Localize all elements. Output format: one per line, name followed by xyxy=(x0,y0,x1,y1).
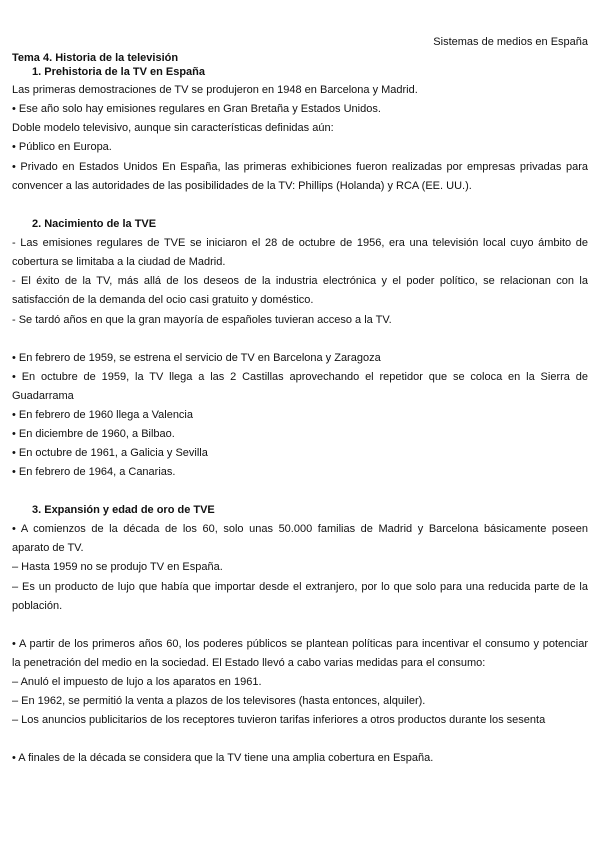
section-heading: 1. Prehistoria de la TV en España xyxy=(32,66,206,78)
paragraph-line: – Hasta 1959 no se produjo TV en España. xyxy=(12,561,223,573)
list-item: • En diciembre de 1960, a Bilbao. xyxy=(12,428,175,440)
paragraph-line: - El éxito de la TV, más allá de los deseos de la industria electrónica y el poder político, se relacionan con la xyxy=(12,275,588,287)
list-item: Guadarrama xyxy=(12,390,74,402)
list-item: • En febrero de 1960 llega a Valencia xyxy=(12,409,193,421)
paragraph-line: aparato de TV. xyxy=(12,542,84,554)
paragraph-line: • A finales de la década se considera que la TV tiene una amplia cobertura en España. xyxy=(12,752,434,764)
paragraph-line: • Público en Europa. xyxy=(12,141,112,153)
list-item: • En febrero de 1964, a Canarias. xyxy=(12,466,176,478)
paragraph-line: - Las emisiones regulares de TVE se iniciaron el 28 de octubre de 1956, era una televisión local cuyo ámbito de xyxy=(12,237,588,249)
section-heading: 2. Nacimiento de la TVE xyxy=(32,218,157,230)
paragraph-line: satisfacción de la demanda del ocio casi gratuito y doméstico. xyxy=(12,294,314,306)
paragraph-line: • A comienzos de la década de los 60, solo unas 50.000 familias de Madrid y Barcelona básicamente poseen xyxy=(12,523,588,535)
document-title: Tema 4. Historia de la televisión xyxy=(12,52,179,64)
paragraph-line: la penetración del medio en la sociedad. El Estado llevó a cabo varias medidas para el consumo: xyxy=(12,657,486,669)
list-item: • En octubre de 1959, la TV llega a las 2 Castillas aprovechando el repetidor que se coloca en la Sierra de xyxy=(12,371,588,383)
section-heading: 3. Expansión y edad de oro de TVE xyxy=(32,504,215,516)
paragraph-line: Las primeras demostraciones de TV se produjeron en 1948 en Barcelona y Madrid. xyxy=(12,84,418,96)
paragraph-line: – Es un producto de lujo que había que importar desde el extranjero, por lo que solo para una reducida parte de la xyxy=(12,581,588,593)
running-header: Sistemas de medios en España xyxy=(433,36,588,48)
paragraph-line: – Los anuncios publicitarios de los receptores tuvieron tarifas inferiores a otros productos durante los sesenta xyxy=(12,714,546,726)
paragraph-line: - Se tardó años en que la gran mayoría de españoles tuvieran acceso a la TV. xyxy=(12,314,392,326)
list-item: • En octubre de 1961, a Galicia y Sevilla xyxy=(12,447,208,459)
paragraph-line: – Anuló el impuesto de lujo a los aparatos en 1961. xyxy=(12,676,262,688)
paragraph-line: • Privado en Estados Unidos En España, las primeras exhibiciones fueron realizadas por empresas privadas para xyxy=(12,161,588,173)
list-item: • En febrero de 1959, se estrena el servicio de TV en Barcelona y Zaragoza xyxy=(12,352,381,364)
paragraph-line: cobertura se limitaba a la ciudad de Madrid. xyxy=(12,256,226,268)
paragraph-line: Doble modelo televisivo, aunque sin características definidas aún: xyxy=(12,122,334,134)
paragraph-line: población. xyxy=(12,600,63,612)
paragraph-line: convencer a las autoridades de las posibilidades de la TV: Phillips (Holanda) y RCA (EE. UU.). xyxy=(12,180,472,192)
paragraph-line: • A partir de los primeros años 60, los poderes públicos se plantean políticas para incentivar el consumo y potenciar xyxy=(12,638,588,650)
paragraph-line: • Ese año solo hay emisiones regulares en Gran Bretaña y Estados Unidos. xyxy=(12,103,381,115)
paragraph-line: – En 1962, se permitió la venta a plazos de los televisores (hasta entonces, alquiler). xyxy=(12,695,426,707)
